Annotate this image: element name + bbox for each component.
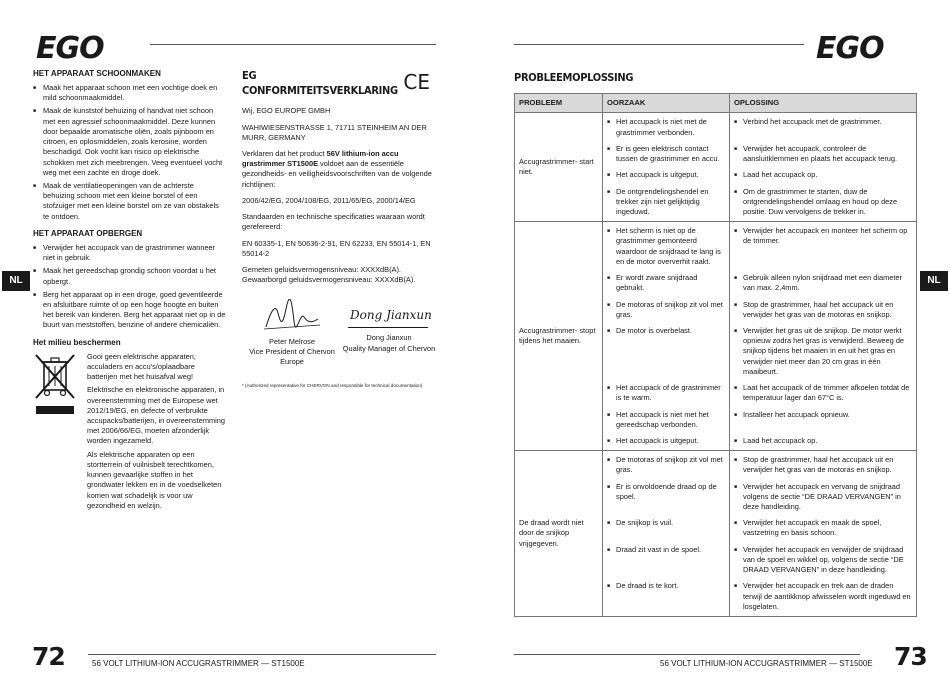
environment-block <box>33 352 227 514</box>
noise-measured: Gemeten geluidsvermogensniveau: XXXXdB(A). <box>242 264 401 274</box>
signature-2-graphic: Dong Jianxun <box>350 308 432 323</box>
environment-paragraph: Gooi geen elektrische apparaten, acculaders en accu's/oplaadbare batterijen met het huisafval weg! <box>87 351 196 382</box>
footer-rule-left <box>88 654 436 655</box>
cause-text: ■ De motoras of snijkop zit vol met gras. <box>607 300 725 320</box>
standards-list: EN 60335-1, EN 50636-2-91, EN 62233, EN 55014-1, EN 55014-2 <box>242 238 431 258</box>
solution-text: ■ Verwijder het gras uit de snijkop. De motor werkt opnieuw zodra het gras is verwijderd. Beweeg de snijkop tijdens het maaien in en uit het gras en verwijder niet meer dan 20 cm gras in één maaibeurt. <box>734 326 912 377</box>
solution-cell <box>730 141 917 167</box>
header-rule <box>150 44 436 45</box>
list-item: ■ Maak het gereedschap grondig schoon voordat u het opbergt. <box>33 266 227 286</box>
environment-paragraph: Elektrische en elektronische apparaten, in overeenstemming met de Europese wet 2012/19/EG, en defecte of verbruikte accupacks/batterijen, in overeenstemming met 2006/66/EG, moeten afzonderlijk worden ingezameld. <box>87 385 226 446</box>
solution-cell <box>730 433 917 451</box>
troubleshooting-table <box>514 93 917 617</box>
solution-cell <box>730 451 917 479</box>
cause-cell <box>603 380 730 406</box>
signer-2-title: Quality Manager of Chervon <box>342 343 436 353</box>
conformity-heading: EG CONFORMITEITSVERKLARING <box>242 69 398 98</box>
signer-1-title: Vice President of Chervon Europe <box>249 346 335 367</box>
solution-text: ■ Verwijder het accupack, controleer de aansluitklemmen en plaats het accupack terug. <box>734 144 912 164</box>
directives: 2006/42/EG, 2004/108/EG, 2011/65/EG, 2000/14/EG <box>242 195 416 205</box>
solution-text: ■ Verwijder het accupack en vervang de snijdraad volgens de sectie “DE DRAAD VERVANGEN” in deze handleiding. <box>734 482 912 513</box>
solution-cell <box>730 113 917 141</box>
conformity-column <box>242 68 436 390</box>
declaration-product: 56V lithium-ion accu grastrimmer ST1500E <box>242 149 399 169</box>
cause-cell <box>603 184 730 222</box>
cause-cell <box>603 407 730 433</box>
solution-cell <box>730 270 917 296</box>
left-column <box>33 68 227 514</box>
solution-cell <box>730 222 917 270</box>
cause-text: ■ De draad is te kort. <box>607 581 725 591</box>
list-item: ■ Maak de kunststof behuizing of handvat niet schoon met een agressief schoonmaakmiddel. Deze kunnen door bepaalde aromatische oliën, zoals pijnboom en citroen, en oplosmiddelen, zoals kerosine, worden beschadigd. Ook vocht kan risico op elektrische schokken met zich meebrengen. Veeg eventueel vocht weg met een zachte en droge doek. <box>33 106 227 178</box>
solution-cell <box>730 515 917 541</box>
problem-cell: Accugrastrimmer- stopt tijdens het maaien. <box>515 222 603 451</box>
solution-text: ■ Stop de grastrimmer, haal het accupack uit en verwijder het gras van de motoras en snijkop. <box>734 455 912 475</box>
solution-text: ■ Verwijder het accupack en maak de spoel, vastzetring en basis schoon. <box>734 518 912 538</box>
cause-cell <box>603 270 730 296</box>
list-item: ■ Verwijder het accupack van de grastrimmer wanneer niet in gebruik. <box>33 243 227 263</box>
cause-text: ■ Het accupack of de grastrimmer is te warm. <box>607 383 725 403</box>
solution-text: ■ Installeer het accupack opnieuw. <box>734 410 912 420</box>
cause-cell <box>603 451 730 479</box>
crossed-bin-icon <box>33 352 77 416</box>
signatures <box>242 299 436 367</box>
cause-cell <box>603 141 730 167</box>
cleaning-list <box>33 83 227 222</box>
header-solution: OPLOSSING <box>730 94 917 113</box>
environment-text <box>87 352 227 514</box>
solution-cell <box>730 542 917 579</box>
cause-text: ■ Het accupack is uitgeput. <box>607 170 725 180</box>
solution-cell <box>730 167 917 183</box>
cause-cell <box>603 479 730 516</box>
storage-list <box>33 243 227 331</box>
solution-text: ■ Laat het accupack of de trimmer afkoelen totdat de temperatuur lager dan 67°C is. <box>734 383 912 403</box>
table-row <box>515 113 917 141</box>
header-rule-right <box>514 44 804 45</box>
language-tab: NL <box>2 271 30 291</box>
signature-1-graphic <box>262 299 322 333</box>
list-item: ■ Berg het apparaat op in een droge, goed geventileerde en afsluitbare ruimte of op een hoge hoogte en buiten het bereik van kinderen. Berg het apparaat niet op in de buurt van meststoffen, benzine of andere chemicaliën. <box>33 290 227 331</box>
cause-text: ■ Het scherm is niet op de grastrimmer gemonteerd waardoor de snijdraad te lang is en de motor oververhit raakt. <box>607 226 725 267</box>
footer-rule-right <box>514 654 860 655</box>
cause-text: ■ De ontgrendelingshendel en trekker zijn niet gelijktijdig ingeduwd. <box>607 187 725 218</box>
section-heading-storage: HET APPARAAT OPBERGEN <box>33 228 143 238</box>
cause-text: ■ De snijkop is vuil. <box>607 518 725 528</box>
signature-block-1 <box>242 299 342 367</box>
solution-cell <box>730 578 917 616</box>
declaration-pre: Verklaren dat het product <box>242 149 327 158</box>
cause-cell <box>603 167 730 183</box>
company-address: WAHIWIESENSTRASSE 1, 71711 STEINHEIM AN DER MURR, GERMANY <box>242 122 427 142</box>
solution-cell <box>730 297 917 323</box>
solution-text: ■ Verbind het accupack met de grastrimmer. <box>734 117 912 127</box>
solution-text: ■ Verwijder het accupack en trek aan de draden terwijl de aantikknop afwisselen wordt ingeduwd en losgelaten. <box>734 581 912 612</box>
solution-text: ■ Laad het accupack op. <box>734 436 912 446</box>
section-heading-cleaning: HET APPARAAT SCHOONMAKEN <box>33 69 161 78</box>
cause-text: ■ Het accupack is niet met het gereedschap verbonden. <box>607 410 725 430</box>
problem-cell: De draad wordt niet door de snijkop vrijgegeven. <box>515 451 603 617</box>
cause-cell <box>603 515 730 541</box>
cause-cell <box>603 297 730 323</box>
list-item: ■ Maak de ventilatieopeningen van de achterste behuizing schoon met een kleine borstel of een stofzuiger met een kleine borstel om ze van obstakels te ontdoen. <box>33 181 227 222</box>
language-tab-right: NL <box>920 271 948 291</box>
solution-cell <box>730 479 917 516</box>
list-item: ■ Maak het apparaat schoon met een vochtige doek en mild schoonmaakmiddel. <box>33 83 227 103</box>
solution-cell <box>730 323 917 380</box>
page-number-right: 73 <box>894 642 927 671</box>
solution-cell <box>730 380 917 406</box>
solution-text: ■ Verwijder het accupack en verwijder de snijdraad van de spoel en wikkel op, volgens de sectie “DE DRAAD VERVANGEN” in deze handleiding. <box>734 545 912 576</box>
cause-cell <box>603 433 730 451</box>
company-line: Wij, EGO EUROPE GMBH <box>242 106 331 116</box>
problem-cell: Accugrastrimmer- start niet. <box>515 113 603 222</box>
solution-text: ■ Om de grastrimmer te starten, duw de ontgrendelingshendel omlaag en houd op deze positie. Duw vervolgens de trekker in. <box>734 187 912 218</box>
solution-cell <box>730 184 917 222</box>
ce-mark: CE <box>403 70 430 95</box>
solution-text: ■ Laad het accupack op. <box>734 170 912 180</box>
cause-cell <box>603 222 730 270</box>
header-problem: PROBLEEM <box>515 94 603 113</box>
footnote: * (Authorized representative for CHERVON and responsible for technical documentation) <box>242 383 423 389</box>
table-row <box>515 451 917 479</box>
cause-text: ■ Er is onvoldoende draad op de spoel. <box>607 482 725 502</box>
signature-2-line <box>348 327 428 328</box>
cause-text: ■ Draad zit vast in de spoel. <box>607 545 725 555</box>
declaration-post: voldoet aan de essentiële gezondheids- en veiligheidsvoorschriften van de volgende richtlijnen: <box>242 159 432 189</box>
weee-symbol <box>33 352 81 514</box>
signer-2-name: Dong Jianxun <box>366 333 412 343</box>
header-cause: OORZAAK <box>603 94 730 113</box>
cause-cell <box>603 542 730 579</box>
solution-text: ■ Verwijder het accupack en monteer het scherm op de trimmer. <box>734 226 912 246</box>
table-row <box>515 222 917 270</box>
footer-right: 56 VOLT LITHIUM-ION ACCUGRASTRIMMER — ST1500E <box>660 659 873 668</box>
standards-label: Standaarden en technische specificaties waaraan wordt gerefereerd: <box>242 212 425 232</box>
cause-cell <box>603 578 730 616</box>
signature-block-2 <box>342 299 436 367</box>
table-header-row <box>515 94 917 113</box>
signer-1-name: Peter Melrose <box>268 336 315 346</box>
page-number-left: 72 <box>32 642 65 671</box>
solution-text: ■ Stop de grastrimmer, haal het accupack uit en verwijder het gras van de motoras en snijkop. <box>734 300 912 320</box>
cause-text: ■ De motoras of snijkop zit vol met gras. <box>607 455 725 475</box>
footer-left: 56 VOLT LITHIUM-ION ACCUGRASTRIMMER — ST1500E <box>92 659 305 668</box>
cause-text: ■ Het accupack is uitgeput. <box>607 436 725 446</box>
section-heading-environment: Het milieu beschermen <box>33 337 121 347</box>
cause-cell <box>603 113 730 141</box>
troubleshooting-heading: PROBLEEMOPLOSSING <box>514 71 634 84</box>
troubleshooting-table-wrap <box>514 93 917 617</box>
ego-logo-right: EGO <box>816 31 884 66</box>
declaration <box>242 149 436 190</box>
cause-text: ■ De motor is overbelast. <box>607 326 725 336</box>
cause-cell <box>603 323 730 380</box>
cause-text: ■ Er is geen elektrisch contact tussen de grastrimmer en accu. <box>607 144 725 164</box>
environment-paragraph: Als elektrische apparaten op een stortterrein of vuilnisbelt terechtkomen, kunnen gevaarlijke stoffen in het grondwater lekken en in de voedselketen komen wat schadelijk is voor uw gezondheid en welzijn. <box>87 449 222 510</box>
noise-guaranteed: Gewaarborgd geluidsvermogensniveau: XXXXdB(A). <box>242 275 416 285</box>
cause-text: ■ Het accupack is niet met de grastrimmer verbonden. <box>607 117 725 137</box>
solution-cell <box>730 407 917 433</box>
ego-logo: EGO <box>36 31 104 66</box>
cause-text: ■ Er wordt zware snijdraad gebruikt. <box>607 273 725 293</box>
solution-text: ■ Gebruik alleen nylon snijdraad met een diameter van max. 2,4mm. <box>734 273 912 293</box>
